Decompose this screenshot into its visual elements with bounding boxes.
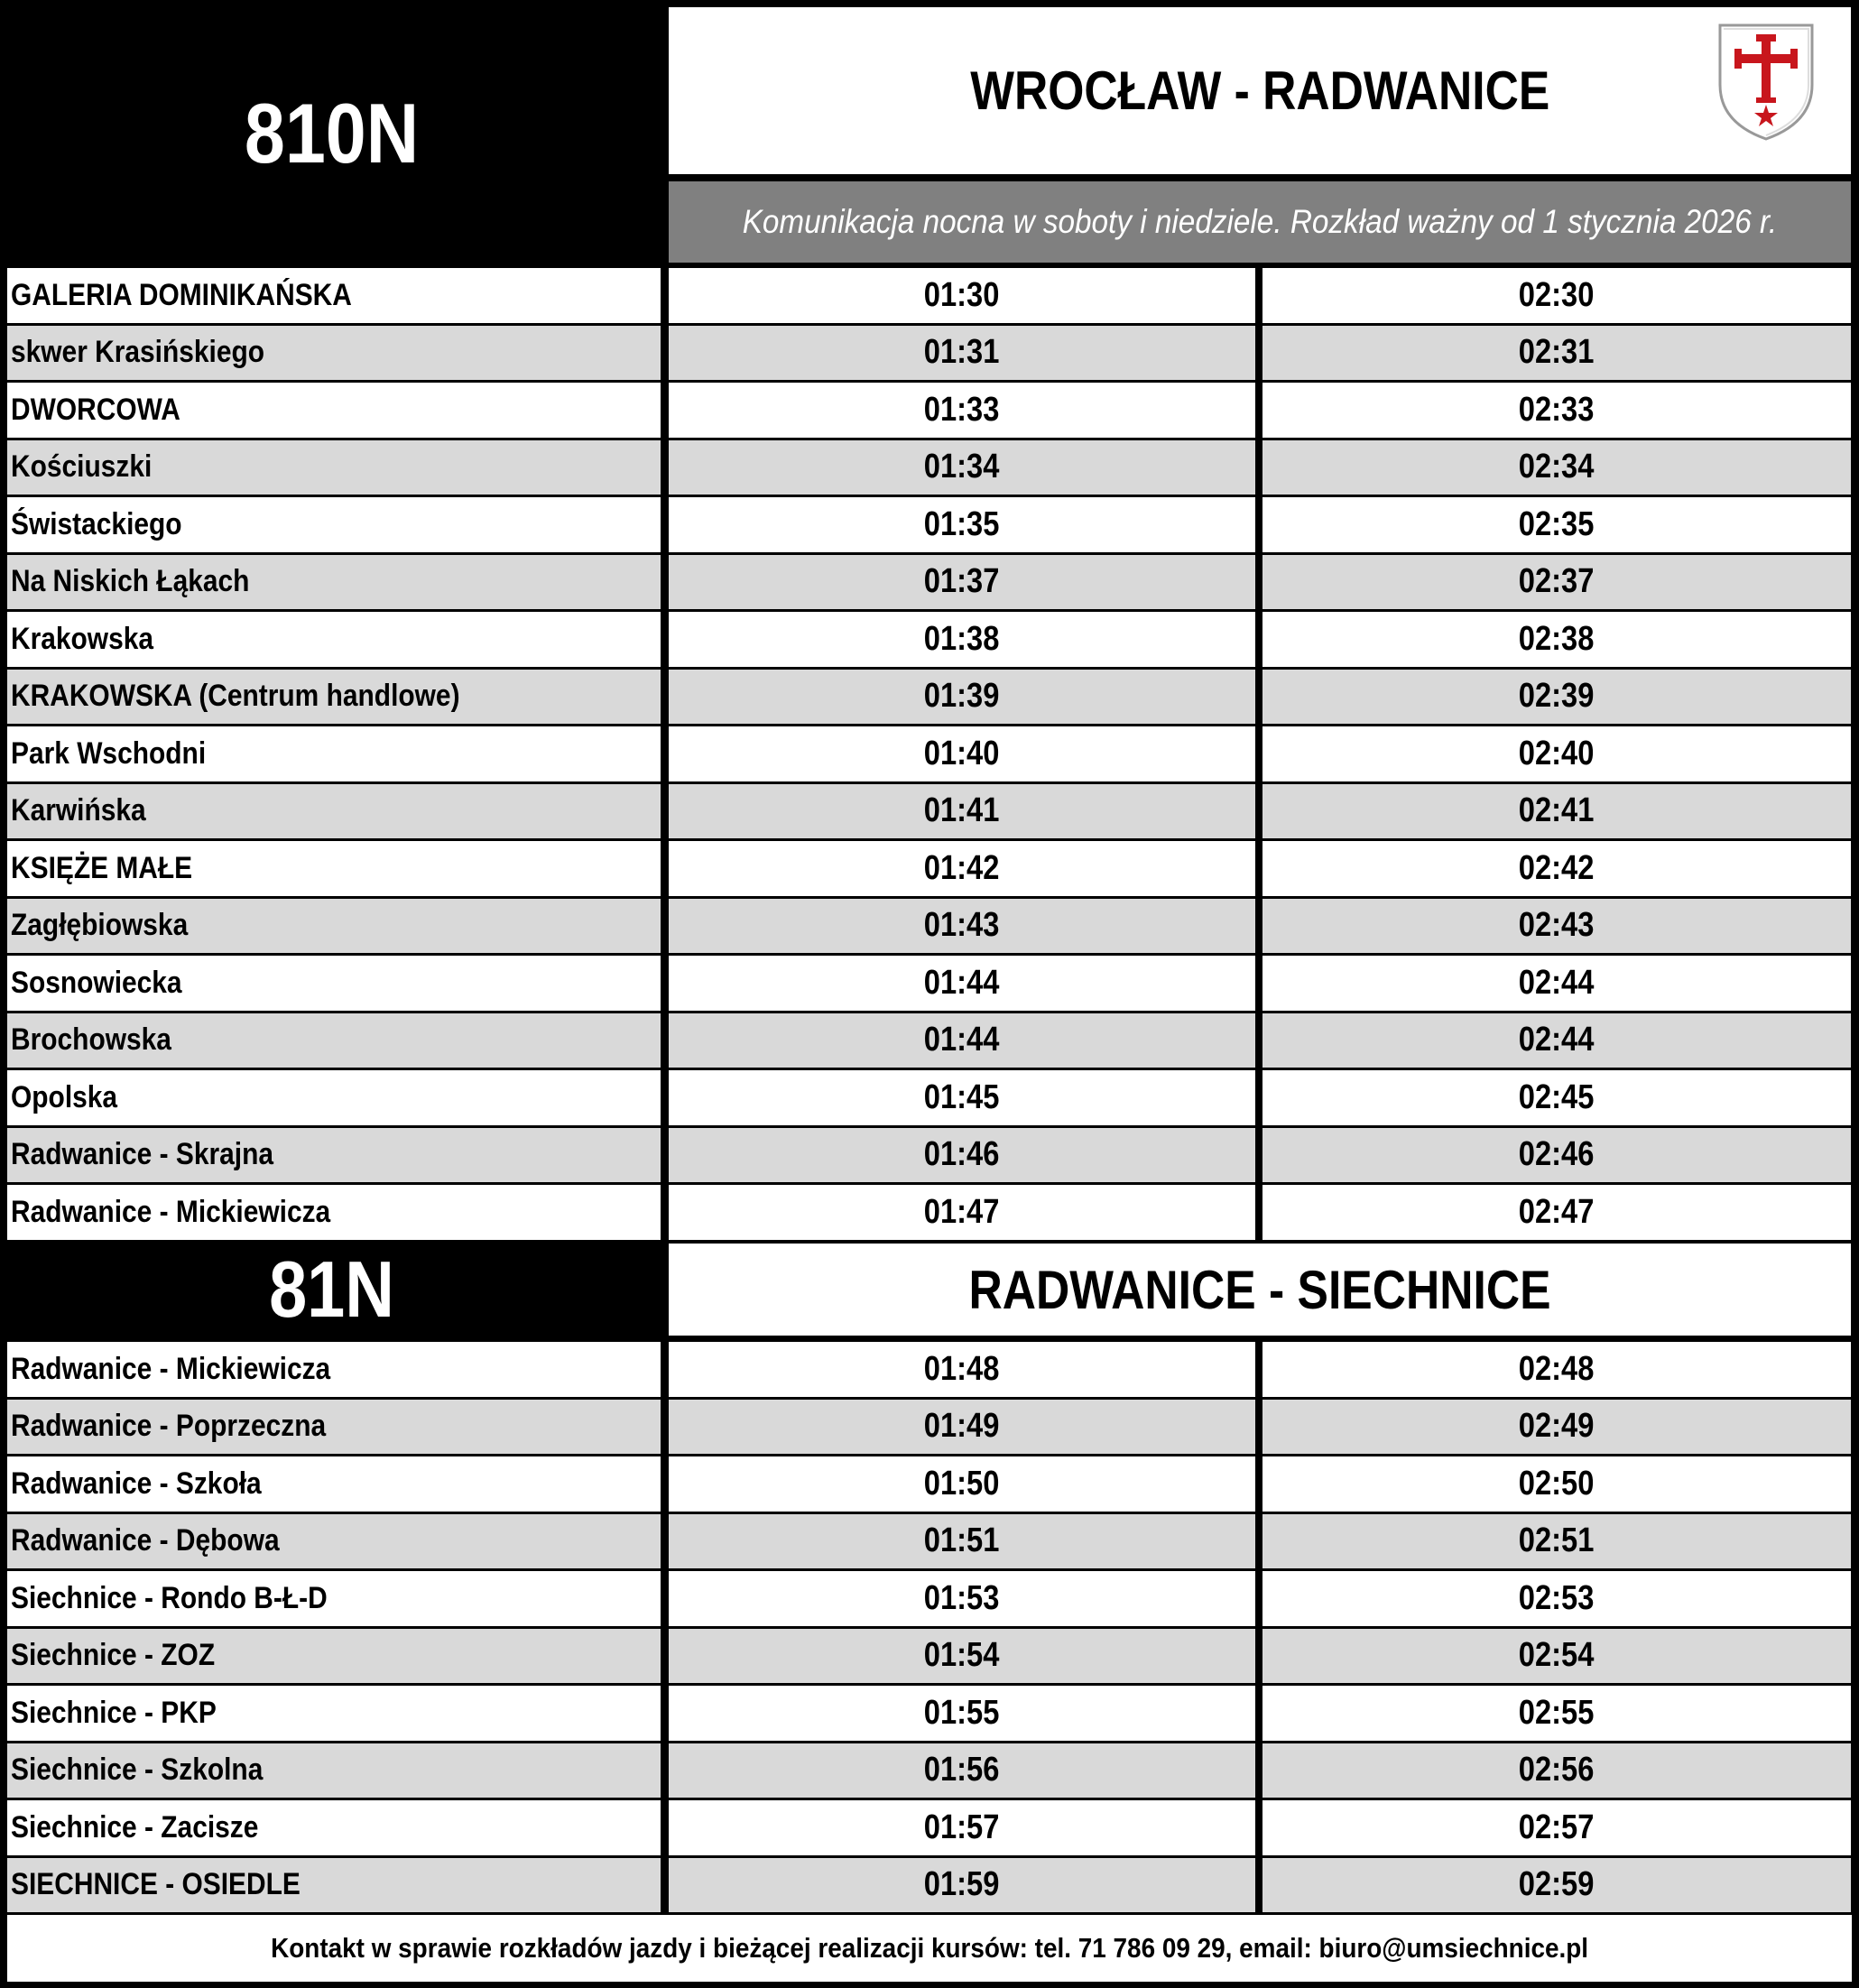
stop-name-text: Radwanice - Skrajna [11,1137,274,1172]
departure-time-1-text: 01:38 [924,619,1000,658]
departure-time-2-text: 02:44 [1519,1021,1595,1059]
departure-time-1-text: 01:55 [924,1693,1000,1732]
stop-name [7,1743,661,1798]
departure-time-2 [1262,383,1851,438]
departure-time-1 [669,899,1255,954]
stop-name [7,497,661,552]
stop-name [7,1185,661,1240]
departure-time-1-text: 01:56 [924,1751,1000,1789]
stop-name [7,1400,661,1455]
departure-time-1 [669,1858,1255,1913]
departure-time-1-text: 01:43 [924,906,1000,945]
stop-name [7,555,661,610]
departure-time-1 [669,1128,1255,1183]
stop-name-text: Siechnice - ZOZ [11,1638,216,1673]
departure-time-1-text: 01:46 [924,1135,1000,1174]
departure-time-1 [669,497,1255,552]
stop-name-text: Park Wschodni [11,735,207,771]
departure-time-2 [1262,1800,1851,1855]
departure-time-1-text: 01:51 [924,1521,1000,1560]
departure-time-2 [1262,726,1851,781]
departure-time-2-text: 02:31 [1519,333,1595,372]
stop-name-text: Brochowska [11,1022,171,1058]
departure-time-1 [669,268,1255,323]
contact-footer-text: Kontakt w sprawie rozkładów jazdy i bieżącej realizacji kursów: tel. 71 786 09 29, email: biuro@umsiechnice.pl [271,1932,1588,1964]
departure-time-1-text: 01:31 [924,333,1000,372]
departure-time-1 [669,726,1255,781]
line-number-81n-label: 81N [269,1244,394,1334]
departure-time-2 [1262,841,1851,896]
departure-time-2-text: 02:41 [1519,791,1595,830]
departure-time-1 [669,1514,1255,1569]
stop-name-text: SIECHNICE - OSIEDLE [11,1867,301,1902]
departure-time-1 [669,1400,1255,1455]
departure-time-1-text: 01:42 [924,848,1000,887]
stop-name-text: Opolska [11,1079,118,1114]
stop-name [7,670,661,725]
departure-time-2-text: 02:35 [1519,504,1595,543]
departure-time-1 [669,555,1255,610]
departure-time-2 [1262,1743,1851,1798]
stop-name [7,726,661,781]
stop-name-text: GALERIA DOMINIKAŃSKA [11,277,352,312]
stop-name-text: Siechnice - Zacisze [11,1809,259,1845]
stop-name [7,899,661,954]
stop-name-text: Sosnowiecka [11,965,182,1000]
departure-time-2-text: 02:40 [1519,734,1595,772]
departure-time-1 [669,383,1255,438]
departure-time-2 [1262,1571,1851,1626]
departure-time-2-text: 02:33 [1519,390,1595,429]
departure-time-1 [669,1070,1255,1125]
departure-time-2 [1262,899,1851,954]
departure-time-1 [669,784,1255,839]
departure-time-1 [669,1013,1255,1068]
departure-time-2-text: 02:54 [1519,1636,1595,1675]
departure-time-2 [1262,1858,1851,1913]
departure-time-1 [669,1571,1255,1626]
departure-time-1 [669,1342,1255,1397]
departure-time-2-text: 02:42 [1519,848,1595,887]
departure-time-1-text: 01:45 [924,1077,1000,1116]
departure-time-1-text: 01:59 [924,1865,1000,1904]
departure-time-2 [1262,326,1851,381]
departure-time-1-text: 01:40 [924,734,1000,772]
departure-time-2-text: 02:49 [1519,1407,1595,1446]
departure-time-2-text: 02:45 [1519,1077,1595,1116]
departure-time-2-text: 02:43 [1519,906,1595,945]
line-number-810n [46,0,616,267]
stop-name-text: Kościuszki [11,449,153,485]
departure-time-1-text: 01:57 [924,1808,1000,1846]
stop-name [7,956,661,1011]
stop-name-text: Karwińska [11,793,146,828]
stop-name-text: Radwanice - Dębowa [11,1523,280,1558]
stop-name [7,268,661,323]
stop-name-text: Radwanice - Szkoła [11,1466,262,1501]
departure-time-2-text: 02:50 [1519,1464,1595,1503]
departure-time-1 [669,1456,1255,1512]
departure-time-1-text: 01:30 [924,275,1000,314]
departure-time-2 [1262,1400,1851,1455]
stop-name-text: Siechnice - Rondo B-Ł-D [11,1580,328,1615]
line-number-810n-label: 810N [244,86,420,180]
departure-time-2-text: 02:37 [1519,562,1595,601]
stop-name-text: Świstackiego [11,506,182,541]
departure-time-2-text: 02:39 [1519,677,1595,716]
departure-time-1-text: 01:54 [924,1636,1000,1675]
stop-name [7,1571,661,1626]
stop-name [7,784,661,839]
departure-time-1 [669,956,1255,1011]
departure-time-2 [1262,1128,1851,1183]
stop-name [7,1342,661,1397]
departure-time-2 [1262,1686,1851,1741]
departure-time-2-text: 02:46 [1519,1135,1595,1174]
departure-time-2-text: 02:56 [1519,1751,1595,1789]
departure-time-2-text: 02:47 [1519,1192,1595,1231]
departure-time-1-text: 01:41 [924,791,1000,830]
departure-time-2 [1262,956,1851,1011]
schedule-notice [669,181,1851,263]
departure-time-1 [669,326,1255,381]
departure-time-2 [1262,1013,1851,1068]
coat-of-arms-icon [1715,22,1817,143]
departure-time-1-text: 01:50 [924,1464,1000,1503]
stop-name [7,326,661,381]
stop-name-text: Radwanice - Poprzeczna [11,1409,327,1444]
departure-time-2 [1262,440,1851,495]
departure-time-1-text: 01:48 [924,1349,1000,1388]
departure-time-2 [1262,1342,1851,1397]
stop-name-text: Na Niskich Łąkach [11,564,250,599]
departure-time-2 [1262,1185,1851,1240]
route-title-810n [669,7,1851,174]
contact-footer [7,1915,1852,1982]
departure-time-1 [669,1800,1255,1855]
departure-time-1-text: 01:44 [924,963,1000,1002]
departure-time-2-text: 02:38 [1519,619,1595,658]
departure-time-1 [669,1629,1255,1684]
stop-name-text: Siechnice - Szkolna [11,1752,264,1788]
departure-time-2 [1262,1456,1851,1512]
stop-name [7,1800,661,1855]
stop-name-text: DWORCOWA [11,392,180,427]
departure-time-1 [669,612,1255,667]
departure-time-1-text: 01:37 [924,562,1000,601]
departure-time-2 [1262,555,1851,610]
departure-time-2 [1262,1070,1851,1125]
departure-time-1 [669,1185,1255,1240]
departure-time-2-text: 02:55 [1519,1693,1595,1732]
departure-time-1-text: 01:33 [924,390,1000,429]
route-title-81n-label: RADWANICE - SIECHNICE [968,1259,1551,1320]
departure-time-1-text: 01:35 [924,504,1000,543]
departure-time-1-text: 01:53 [924,1578,1000,1617]
departure-time-2 [1262,1629,1851,1684]
stop-name [7,1456,661,1512]
stop-name-text: KSIĘŻE MAŁE [11,850,193,885]
stop-name [7,1858,661,1913]
departure-time-2 [1262,497,1851,552]
stop-name-text: skwer Krasińskiego [11,335,265,370]
departure-time-1 [669,1686,1255,1741]
route-title-81n [669,1244,1851,1336]
departure-time-1-text: 01:47 [924,1192,1000,1231]
departure-time-2 [1262,670,1851,725]
departure-time-1-text: 01:34 [924,448,1000,486]
stop-name [7,612,661,667]
stop-name-text: KRAKOWSKA (Centrum handlowe) [11,679,460,714]
stop-name [7,841,661,896]
departure-time-1 [669,440,1255,495]
stop-name [7,1629,661,1684]
stop-name [7,1686,661,1741]
schedule-notice-text: Komunikacja nocna w soboty i niedziele. Rozkład ważny od 1 stycznia 2026 r. [742,203,1778,240]
departure-time-1-text: 01:39 [924,677,1000,716]
departure-time-2 [1262,612,1851,667]
departure-time-1-text: 01:49 [924,1407,1000,1446]
route-title-810n-label: WROCŁAW - RADWANICE [969,60,1550,121]
departure-time-2-text: 02:34 [1519,448,1595,486]
departure-time-2 [1262,1514,1851,1569]
stop-name-text: Siechnice - PKP [11,1695,217,1730]
stop-name [7,383,661,438]
departure-time-2-text: 02:59 [1519,1865,1595,1904]
departure-time-2-text: 02:48 [1519,1349,1595,1388]
stop-name [7,440,661,495]
departure-time-2-text: 02:44 [1519,963,1595,1002]
departure-time-1 [669,841,1255,896]
stop-name [7,1013,661,1068]
line-number-81n [46,1240,616,1339]
departure-time-1-text: 01:44 [924,1021,1000,1059]
stop-name [7,1514,661,1569]
departure-time-2 [1262,268,1851,323]
stop-name-text: Radwanice - Mickiewicza [11,1194,331,1229]
stop-name [7,1070,661,1125]
departure-time-2-text: 02:51 [1519,1521,1595,1560]
stop-name-text: Radwanice - Mickiewicza [11,1351,331,1386]
departure-time-2-text: 02:53 [1519,1578,1595,1617]
departure-time-2-text: 02:57 [1519,1808,1595,1846]
departure-time-2-text: 02:30 [1519,275,1595,314]
departure-time-2 [1262,784,1851,839]
stop-name [7,1128,661,1183]
stop-name-text: Zagłębiowska [11,908,189,943]
departure-time-1 [669,1743,1255,1798]
departure-time-1 [669,670,1255,725]
stop-name-text: Krakowska [11,621,154,656]
